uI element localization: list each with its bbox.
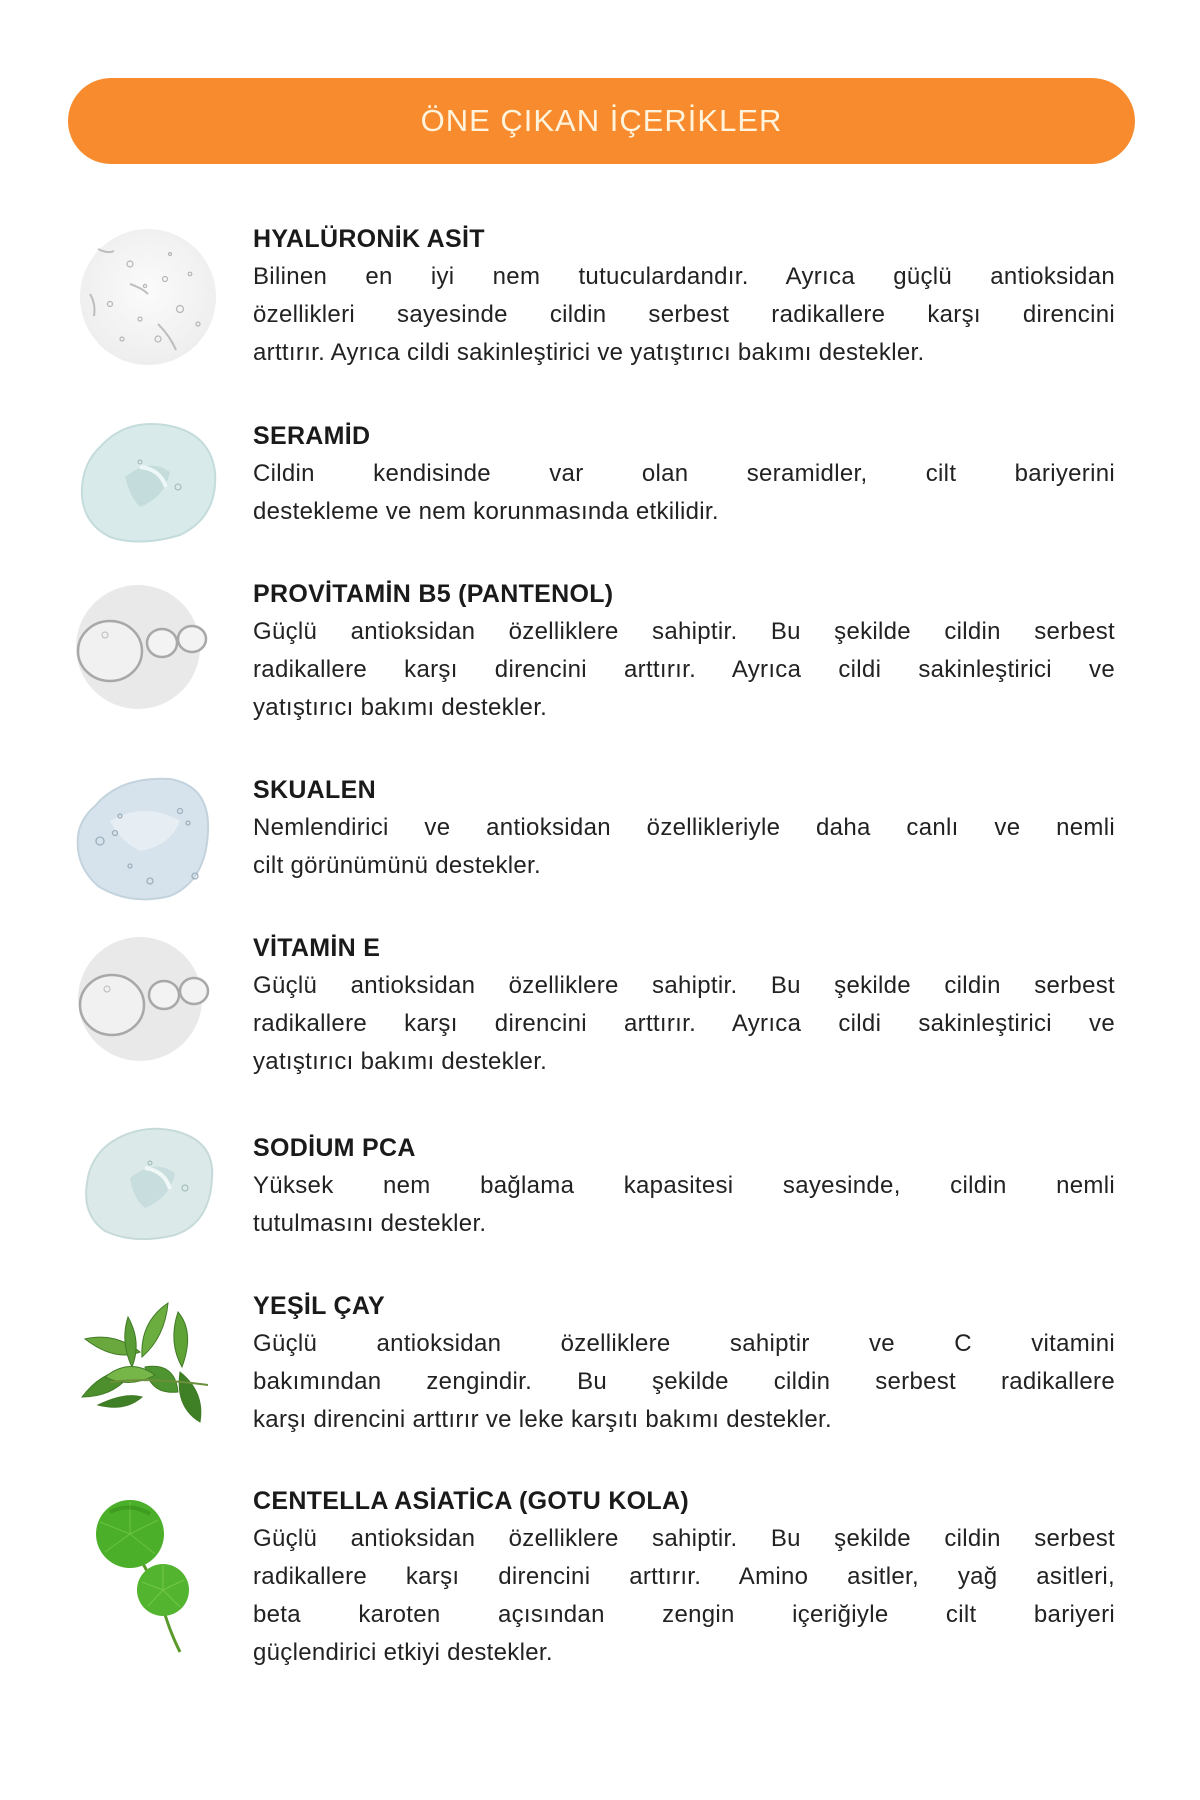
description-line: radikallere karşı direncini arttırır. Ayrıca cildi sakinleştirici ve	[253, 1010, 1115, 1037]
ceramide-cream-blob-icon	[70, 417, 220, 567]
ingredient-text	[253, 1482, 1115, 1672]
description-line: Yüksek nem bağlama kapasitesi sayesinde, cildin nemli	[253, 1172, 1115, 1199]
description-line: beta karoten açısından zengin içeriğiyle cilt bariyeri	[253, 1601, 1115, 1628]
gel-blob-icon	[70, 771, 220, 921]
ingredient-name: CENTELLA ASİATİCA (GOTU KOLA)	[253, 1487, 689, 1515]
ingredient-text	[253, 929, 1115, 1081]
description-line: yatıştırıcı bakımı destekler.	[253, 694, 548, 721]
description-line: Nemlendirici ve antioksidan özellikleriyle daha canlı ve nemli	[253, 814, 1115, 841]
oil-droplets-icon	[70, 583, 220, 733]
description-line: radikallere karşı direncini arttırır. Ayrıca cildi sakinleştirici ve	[253, 656, 1115, 683]
description-line: Cildin kendisinde var olan seramidler, cilt bariyerini	[253, 460, 1115, 487]
description-line: Güçlü antioksidan özelliklere sahiptir. Bu şekilde cildin serbest	[253, 1525, 1115, 1552]
description-line: destekleme ve nem korunmasında etkilidir.	[253, 498, 719, 525]
description-line: Güçlü antioksidan özelliklere sahiptir. Bu şekilde cildin serbest	[253, 618, 1115, 645]
ingredient-text	[253, 417, 1115, 531]
ingredient-name: VİTAMİN E	[253, 934, 381, 962]
description-line: güçlendirici etkiyi destekler.	[253, 1639, 553, 1666]
description-line: Güçlü antioksidan özelliklere sahiptir. Bu şekilde cildin serbest	[253, 972, 1115, 999]
ingredient-name: SKUALEN	[253, 776, 376, 804]
description-line: yatıştırıcı bakımı destekler.	[253, 1048, 548, 1075]
green-tea-leaves-icon	[70, 1297, 220, 1447]
description-line: bakımından zengindir. Bu şekilde cildin serbest radikallere	[253, 1368, 1115, 1395]
description-line: Bilinen en iyi nem tutuculardandır. Ayrıca güçlü antioksidan	[253, 263, 1115, 290]
centella-leaves-icon	[70, 1492, 220, 1662]
description-line: radikallere karşı direncini arttırır. Amino asitler, yağ asitleri,	[253, 1563, 1115, 1590]
ingredient-text	[253, 220, 1115, 372]
oil-droplets-icon	[70, 935, 220, 1085]
ingredient-name: HYALÜRONİK ASİT	[253, 225, 485, 253]
ingredient-name: SODİUM PCA	[253, 1134, 416, 1162]
cream-blob-icon	[70, 1123, 220, 1273]
ingredient-name: SERAMİD	[253, 422, 371, 450]
description-line: tutulmasını destekler.	[253, 1210, 487, 1237]
ingredient-text	[253, 575, 1115, 727]
ingredient-text	[253, 1287, 1115, 1439]
description-line: karşı direncini arttırır ve leke karşıtı bakımı destekler.	[253, 1406, 832, 1433]
section-banner	[68, 78, 1135, 164]
ingredient-text	[253, 771, 1115, 885]
ingredient-text	[253, 1129, 1115, 1243]
hyaluronic-gel-texture-icon	[70, 224, 220, 374]
ingredient-name: PROVİTAMİN B5 (PANTENOL)	[253, 580, 614, 608]
description-line: Güçlü antioksidan özelliklere sahiptir ve C vitamini	[253, 1330, 1115, 1357]
description-line: özellikleri sayesinde cildin serbest radikallere karşı direncini	[253, 301, 1115, 328]
description-line: arttırır. Ayrıca cildi sakinleştirici ve yatıştırıcı bakımı destekler.	[253, 339, 925, 366]
ingredient-name: YEŞİL ÇAY	[253, 1292, 385, 1320]
banner-title: ÖNE ÇIKAN İÇERİKLER	[420, 103, 783, 138]
description-line: cilt görünümünü destekler.	[253, 852, 541, 879]
